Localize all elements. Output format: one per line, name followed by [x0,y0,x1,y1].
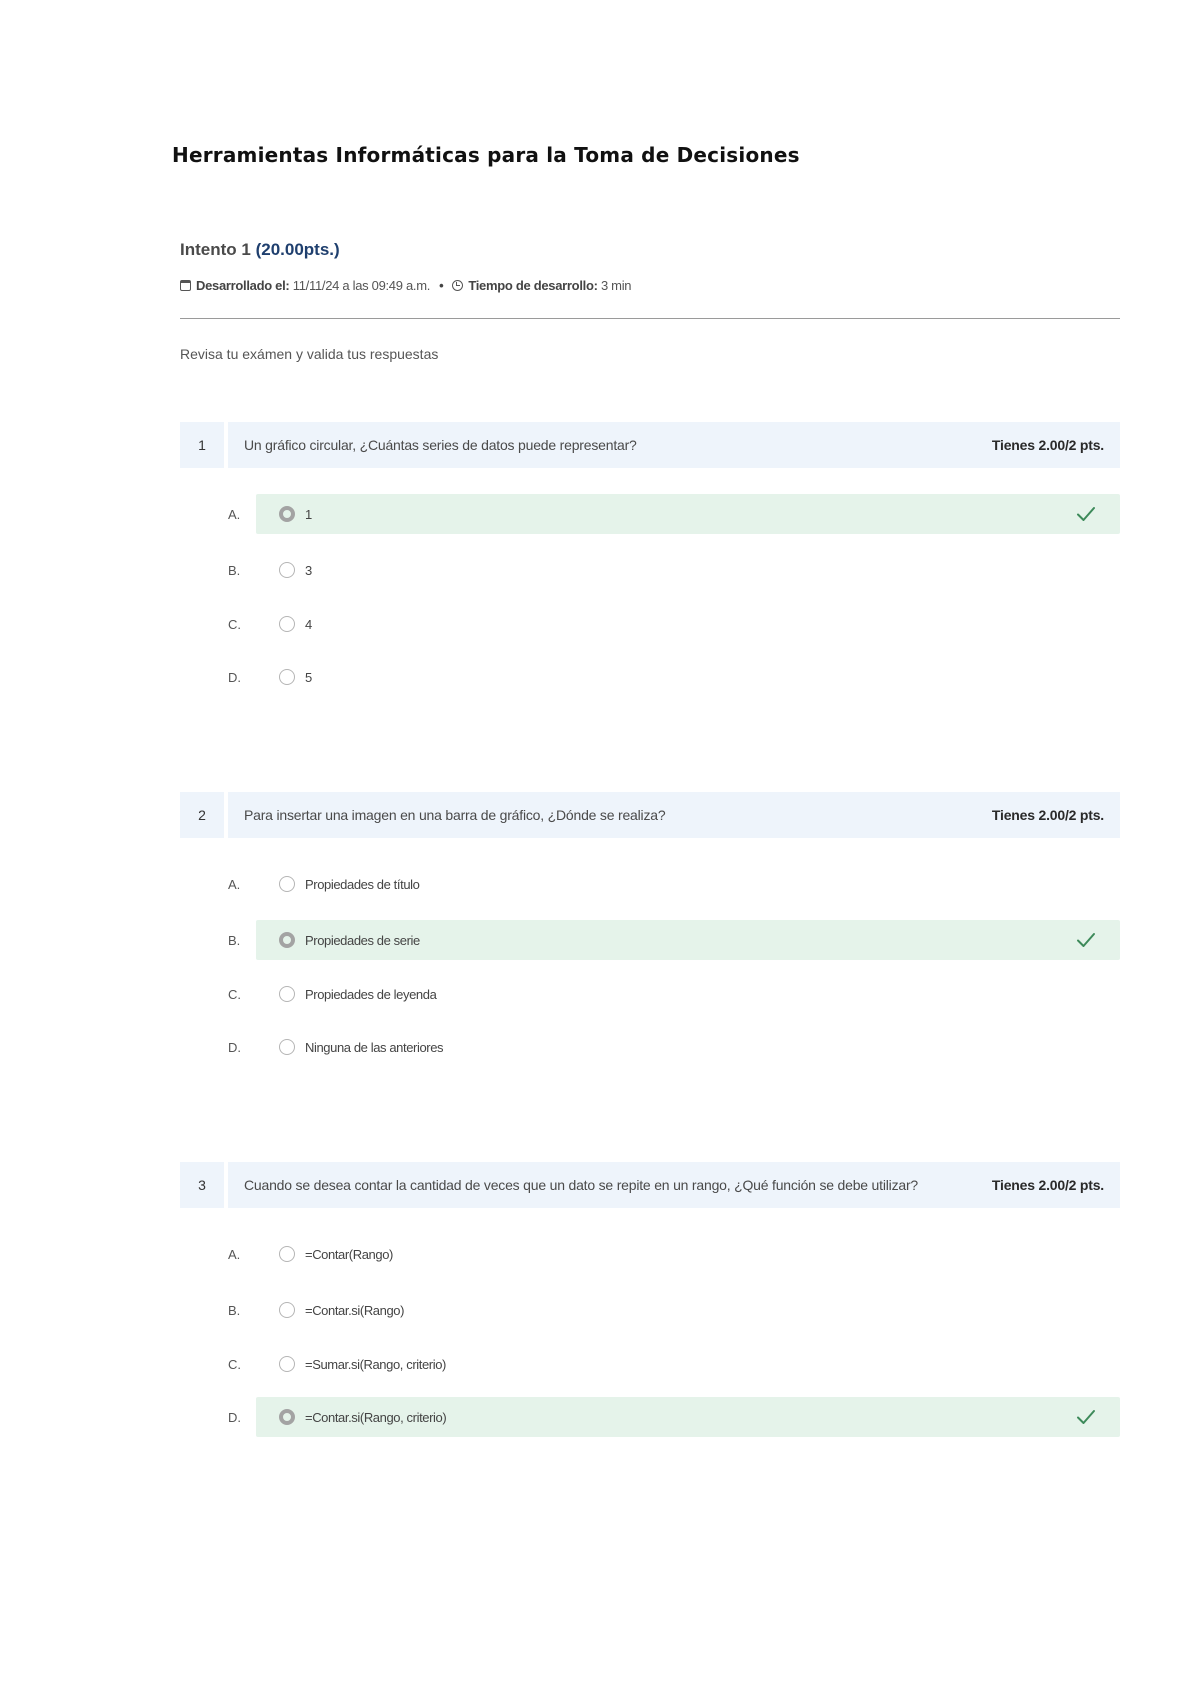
question-3 [180,1162,1120,1462]
answer-option [228,1344,1120,1384]
option-row[interactable] [256,974,1120,1014]
radio-button[interactable] [279,876,295,892]
question-header [180,792,1120,838]
radio-button[interactable] [279,1246,295,1262]
option-letter: B. [228,562,241,578]
option-letter: D. [228,1409,241,1425]
radio-button[interactable] [279,669,295,685]
time-value: 3 min [600,278,632,293]
answer-option [228,1397,1120,1437]
question-points: Tienes 2.00/2 pts. [991,437,1104,453]
option-letter: A. [228,1246,241,1262]
option-text: 5 [305,669,312,685]
option-text: 3 [305,562,312,578]
option-text: =Sumar.si(Rango, criterio) [305,1356,446,1372]
attempt-label: Intento 1 [180,240,251,259]
option-row[interactable] [256,1397,1120,1437]
option-letter: C. [228,986,241,1002]
answer-option [228,1234,1120,1274]
answer-option [228,657,1120,697]
document-title: Herramientas Informáticas para la Toma de Decisiones [172,143,800,167]
question-2 [180,792,1120,1092]
option-text: Propiedades de leyenda [305,986,437,1002]
option-row[interactable] [256,864,1120,904]
question-number: 1 [180,422,224,468]
option-text: Propiedades de serie [305,932,420,948]
option-row[interactable] [256,1290,1120,1330]
option-row[interactable] [256,550,1120,590]
check-icon [1076,1408,1096,1426]
question-bar [228,1162,1120,1208]
attempt-meta [180,278,1120,293]
option-letter: D. [228,669,241,685]
question-points: Tienes 2.00/2 pts. [991,807,1104,823]
option-text: Ninguna de las anteriores [305,1039,444,1055]
attempt-title [180,240,1120,264]
radio-button[interactable] [279,932,295,948]
option-row[interactable] [256,604,1120,644]
answer-option [228,550,1120,590]
time-label: Tiempo de desarrollo: [468,278,598,293]
radio-button[interactable] [279,616,295,632]
answer-option [228,494,1120,534]
option-text: =Contar(Rango) [305,1246,393,1262]
developed-value: 11/11/24 a las 09:49 a.m. [292,278,431,293]
attempt-score: (20.00pts.) [255,240,340,259]
radio-button[interactable] [279,1039,295,1055]
question-number: 2 [180,792,224,838]
question-text: Para insertar una imagen en una barra de gráfico, ¿Dónde se realiza? [244,807,666,823]
question-header [180,422,1120,468]
developed-label: Desarrollado el: [196,278,290,293]
calendar-icon [180,280,191,291]
answer-option [228,864,1120,904]
option-row[interactable] [256,920,1120,960]
option-row[interactable] [256,657,1120,697]
option-letter: A. [228,506,241,522]
check-icon [1076,931,1096,949]
question-1 [180,422,1120,722]
clock-icon [452,280,463,291]
option-text: Propiedades de título [305,876,420,892]
radio-button[interactable] [279,986,295,1002]
check-icon [1076,505,1096,523]
question-text: Cuando se desea contar la cantidad de veces que un dato se repite en un rango, ¿Qué función se debe utilizar? [244,1177,919,1193]
option-letter: B. [228,1302,241,1318]
option-row[interactable] [256,1234,1120,1274]
option-letter: B. [228,932,241,948]
review-note: Revisa tu exámen y valida tus respuestas [180,346,439,362]
option-text: 4 [305,616,312,632]
radio-button[interactable] [279,1356,295,1372]
radio-button[interactable] [279,1409,295,1425]
option-text: =Contar.si(Rango) [305,1302,405,1318]
option-text: =Contar.si(Rango, criterio) [305,1409,447,1425]
question-bar [228,422,1120,468]
answer-option [228,920,1120,960]
option-letter: A. [228,876,241,892]
attempt-header [180,240,1120,293]
option-text: 1 [305,506,312,522]
answer-option [228,974,1120,1014]
option-row[interactable] [256,1344,1120,1384]
option-row[interactable] [256,1027,1120,1067]
meta-separator: • [439,278,444,293]
divider [180,318,1120,319]
question-bar [228,792,1120,838]
answer-option [228,604,1120,644]
radio-button[interactable] [279,1302,295,1318]
option-letter: C. [228,616,241,632]
question-number: 3 [180,1162,224,1208]
answer-option [228,1290,1120,1330]
question-points: Tienes 2.00/2 pts. [991,1177,1104,1193]
option-letter: D. [228,1039,241,1055]
radio-button[interactable] [279,562,295,578]
answer-option [228,1027,1120,1067]
option-row[interactable] [256,494,1120,534]
question-header [180,1162,1120,1208]
question-text: Un gráfico circular, ¿Cuántas series de datos puede representar? [244,437,637,453]
radio-button[interactable] [279,506,295,522]
option-letter: C. [228,1356,241,1372]
